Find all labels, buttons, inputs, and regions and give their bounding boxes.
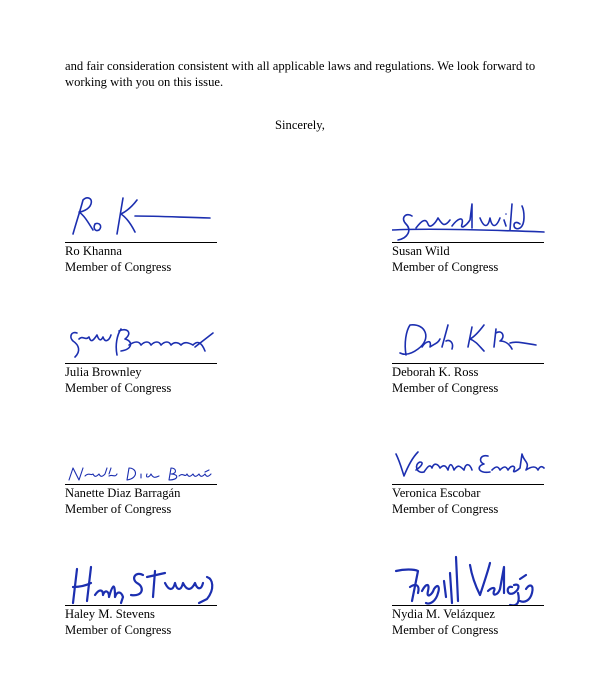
handwritten-signature [65, 553, 225, 605]
signature-block-nydia-velazquez [392, 553, 592, 643]
signatory-title: Member of Congress [392, 260, 499, 274]
handwritten-signature [65, 190, 225, 242]
signatory-name: Ro Khanna [65, 244, 123, 258]
signatory-title: Member of Congress [65, 260, 172, 274]
signatory-name: Susan Wild [392, 244, 450, 258]
signature-block-ro-khanna [65, 190, 265, 280]
signatory-title: Member of Congress [65, 623, 172, 637]
handwritten-signature [392, 553, 552, 605]
signatory-title: Member of Congress [392, 381, 499, 395]
signatory-name: Haley M. Stevens [65, 607, 155, 621]
signature-block-haley-stevens [65, 553, 265, 643]
handwritten-signature [392, 432, 552, 484]
signatory-name: Julia Brownley [65, 365, 142, 379]
signature-block-julia-brownley [65, 311, 265, 401]
handwritten-signature [65, 311, 225, 363]
signatory-name: Nydia M. Velázquez [392, 607, 495, 621]
handwritten-signature [65, 432, 225, 484]
signatory-name: Nanette Diaz Barragán [65, 486, 181, 500]
signatory-name: Deborah K. Ross [392, 365, 479, 379]
signature-block-nanette-barragan [65, 432, 265, 522]
sign-off: Sincerely, [275, 118, 325, 132]
signatory-title: Member of Congress [65, 502, 172, 516]
signatory-title: Member of Congress [392, 502, 499, 516]
handwritten-signature [392, 311, 552, 363]
signature-block-susan-wild [392, 190, 592, 280]
signatory-title: Member of Congress [392, 623, 499, 637]
signatory-title: Member of Congress [65, 381, 172, 395]
handwritten-signature [392, 190, 552, 242]
signature-block-deborah-ross [392, 311, 592, 401]
signatory-name: Veronica Escobar [392, 486, 481, 500]
signature-block-veronica-escobar [392, 432, 592, 522]
closing-paragraph: and fair consideration consistent with all applicable laws and regulations. We look forward to working with you on this issue. [65, 59, 536, 89]
